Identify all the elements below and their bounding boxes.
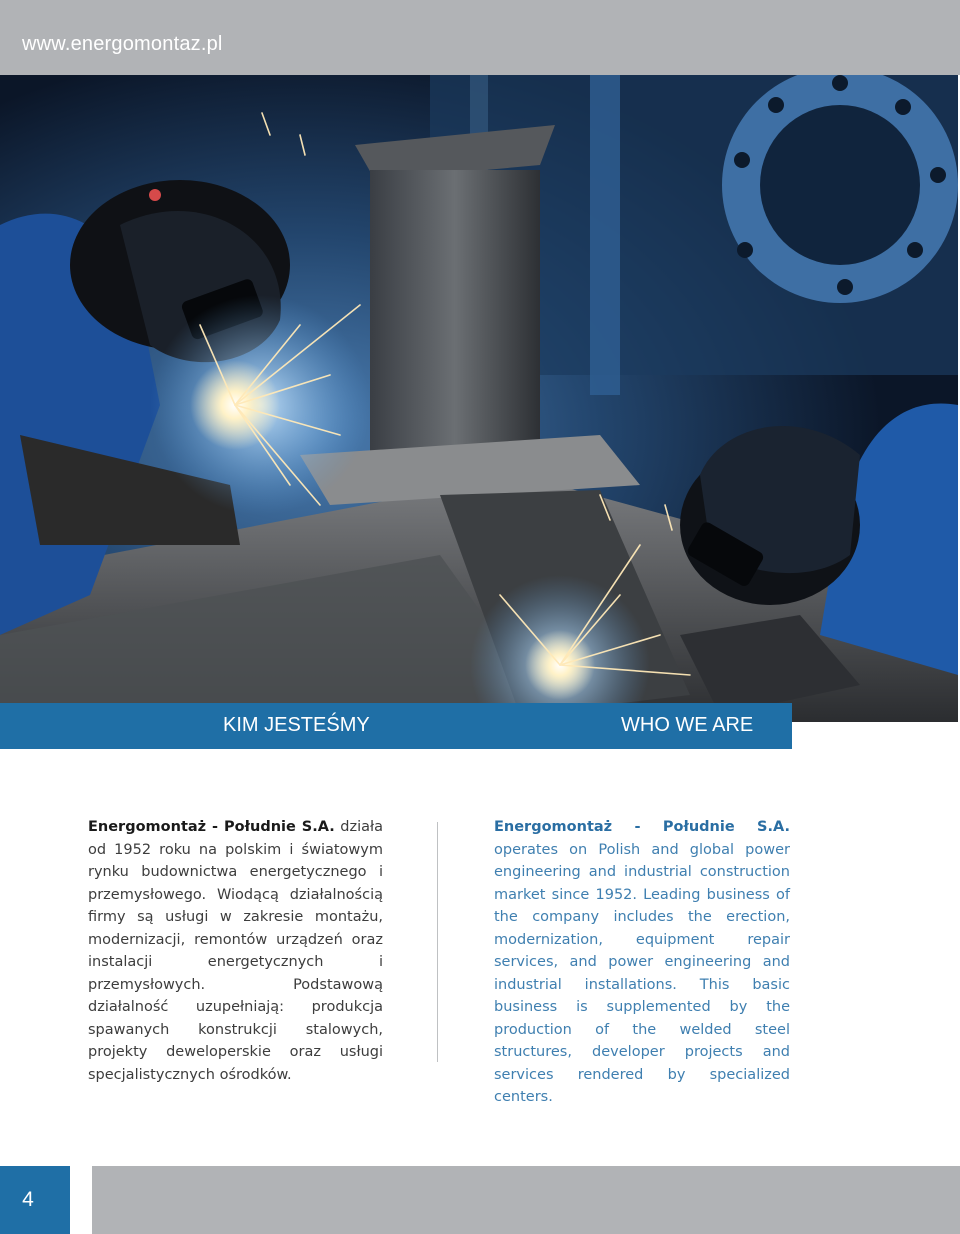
page-number-box: [0, 1166, 70, 1234]
company-name-pl: Energomontaż - Południe S.A.: [88, 819, 335, 835]
paragraph-pl: działa od 1952 roku na polskim i światowym rynku budownictwa energetycznego i przemysłowego. Wiodącą działalnością firmy są usługi w zakresie montażu, modernizacji, remontów urządzeń oraz instalacji energetycznych i przemysłowych. Podstawową działalność uzupełniają: produkcja spawanych konstrukcji stalowych, projekty deweloperskie oraz usługi specjalistycznych ośrodków.: [88, 819, 383, 1083]
footer-band: [92, 1166, 960, 1234]
company-name-en: Energomontaż - Południe S.A.: [494, 819, 790, 835]
column-divider: [437, 822, 438, 1062]
site-url[interactable]: www.energomontaz.pl: [22, 33, 223, 55]
section-title-pl: KIM JESTEŚMY: [223, 714, 370, 736]
page-number: 4: [22, 1188, 34, 1211]
hero-photo: [0, 75, 958, 722]
section-title-en: WHO WE ARE: [621, 714, 754, 736]
header-band: [0, 0, 960, 75]
welders-photo-illustration: [0, 75, 958, 722]
body-text-pl: [88, 816, 383, 1086]
paragraph-en: operates on Polish and global power engineering and industrial construction market since 1952. Leading business of the company includes the erection, modernization, equipment repair services, and power engineering and industrial installations. This basic business is supplemented by the production of the welded steel structures, developer projects and services rendered by specialized centers.: [494, 841, 790, 1105]
section-title-bar: [0, 703, 792, 749]
body-text-en: [494, 816, 790, 1109]
